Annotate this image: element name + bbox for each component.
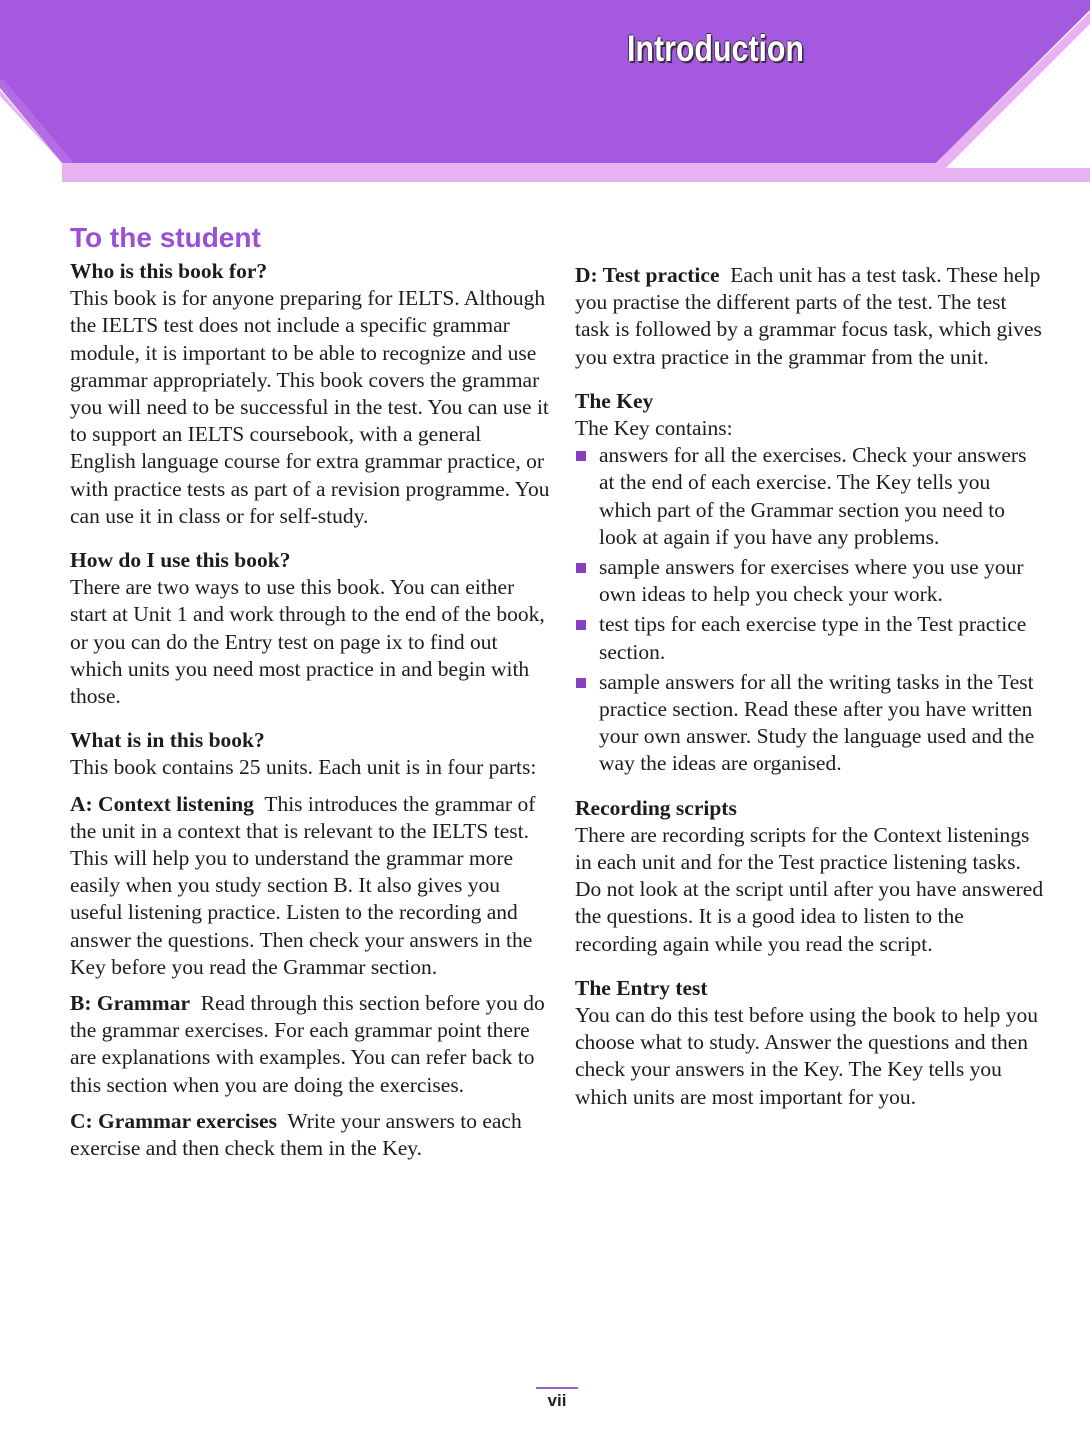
square-bullet-icon	[576, 451, 586, 461]
what-body: This book contains 25 units. Each unit is in four parts:	[70, 755, 537, 780]
key-heading: The Key	[575, 388, 654, 413]
list-item	[575, 442, 1045, 551]
part-b-lead: B: Grammar	[70, 991, 191, 1016]
part-a-lead: A: Context listening	[70, 791, 254, 816]
section-title: To the student	[70, 222, 261, 253]
chapter-title: Introduction	[627, 28, 804, 69]
part-c-lead: C: Grammar exercises	[70, 1108, 277, 1133]
part-b	[70, 990, 550, 1099]
what-heading: What is in this book?	[70, 728, 265, 753]
who-section	[70, 258, 550, 530]
right-column	[575, 262, 1045, 1128]
part-d-text: Each unit has a test task. These help you practise the different parts of the test. The test task is followed by a grammar focus task, which gives you extra practice in the grammar from the unit.	[575, 263, 1042, 369]
list-item-text: sample answers for all the writing tasks in the Test practice section. Read these after you have written your own answer. Study the language used and the way the ideas are organised.	[599, 669, 1035, 776]
page-rule	[536, 1387, 578, 1389]
how-body: There are two ways to use this book. You can either start at Unit 1 and work through to the end of the book, or you can do the Entry test on page ix to find out which units you need most practice in and begin with those.	[70, 575, 545, 709]
part-a-text: This introduces the grammar of the unit in a context that is relevant to the IELTS test. This will help you to understand the grammar more easily when you study section B. It also gives you useful listening practice. Listen to the recording and answer the questions. Then check your answers in the Key before you read the Grammar section.	[70, 791, 536, 979]
how-section	[70, 547, 550, 710]
list-item	[575, 669, 1045, 778]
part-c-text: Write your answers to each exercise and then check them in the Key.	[70, 1108, 522, 1161]
part-a	[70, 791, 550, 981]
square-bullet-icon	[576, 620, 586, 630]
list-item-text: answers for all the exercises. Check your answers at the end of each exercise. The Key tells you which part of the Grammar section you need to look at again if you have any problems.	[599, 443, 1027, 549]
part-d-lead: D: Test practice	[575, 263, 720, 287]
recording-section	[575, 795, 1045, 958]
key-list	[575, 442, 1045, 777]
key-intro: The Key contains:	[575, 416, 733, 441]
part-c	[70, 1108, 550, 1162]
part-d-section	[575, 262, 1045, 371]
recording-heading: Recording scripts	[575, 795, 737, 820]
who-body: This book is for anyone preparing for IELTS. Although the IELTS test does not include a specific grammar module, it is important to be able to recognize and use grammar appropriately. This book covers the grammar you will need to be successful in the test. You can use it to support an IELTS coursebook, with a general English language course for extra grammar practice, or with practice tests as part of a revision programme. You can use it in class or for self-study.	[70, 286, 550, 528]
page-footer	[536, 1387, 578, 1411]
square-bullet-icon	[576, 678, 586, 688]
how-heading: How do I use this book?	[70, 548, 291, 573]
list-item-text: test tips for each exercise type in the Test practice section.	[599, 612, 1027, 664]
banner-shape	[0, 0, 1090, 200]
list-item	[575, 611, 1045, 665]
part-b-text: Read through this section before you do the grammar exercises. For each grammar point there are explanations with examples. You can refer back to this section when you are doing the exercises.	[70, 991, 545, 1097]
entry-heading: The Entry test	[575, 975, 708, 1000]
list-item	[575, 554, 1045, 608]
what-section	[70, 727, 550, 1162]
who-heading: Who is this book for?	[70, 259, 268, 283]
entry-section	[575, 975, 1045, 1111]
key-section	[575, 388, 1045, 778]
entry-body: You can do this test before using the book to help you choose what to study. Answer the questions and then check your answers in the Key. The Key tells you which units are most important for you.	[575, 1003, 1039, 1109]
page-number: vii	[547, 1391, 567, 1410]
chapter-banner	[0, 0, 1090, 200]
left-column	[70, 258, 550, 1171]
list-item-text: sample answers for exercises where you use your own ideas to help you check your work.	[599, 555, 1024, 607]
part-d	[575, 262, 1045, 371]
recording-body: There are recording scripts for the Context listenings in each unit and for the Test practice listening tasks. Do not look at the script until after you have answered the questions. It is a good idea to listen to the recording again while you read the script.	[575, 822, 1044, 956]
square-bullet-icon	[576, 563, 586, 573]
